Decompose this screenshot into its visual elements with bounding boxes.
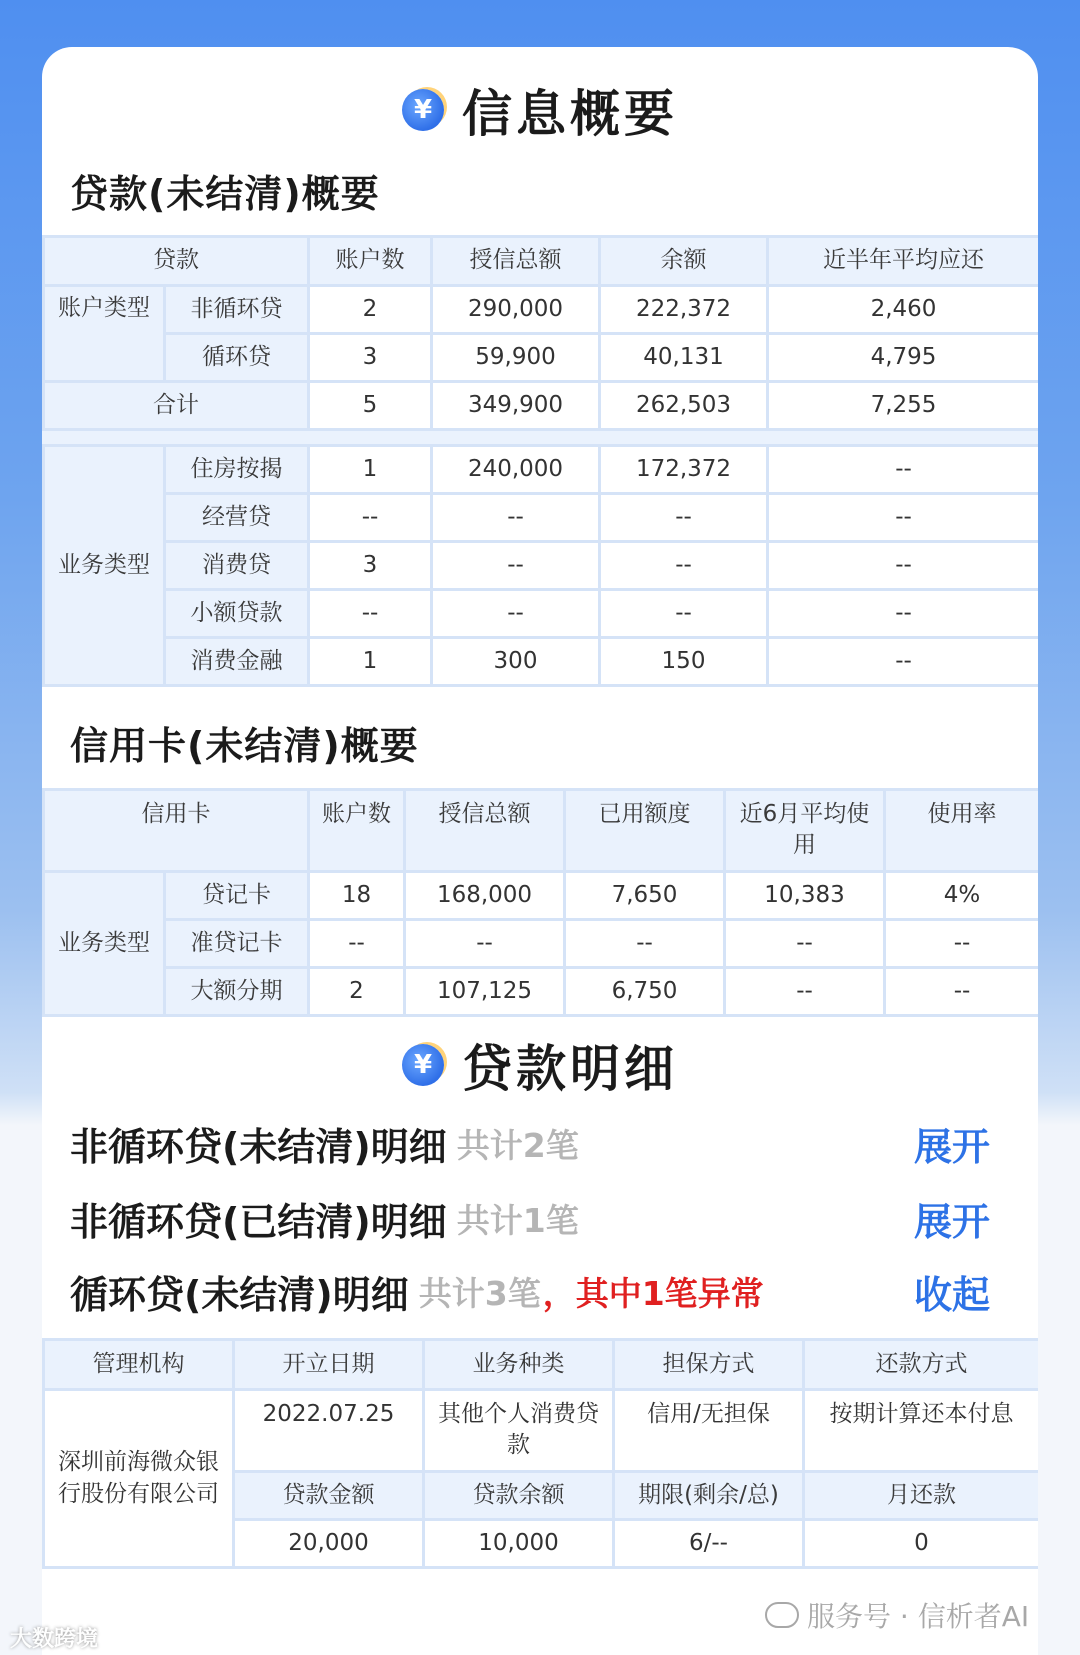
detail-row-count: 共计1笔 (456, 1200, 579, 1240)
detail-row-revolving-open[interactable] (70, 1263, 1010, 1319)
detail-row-count: 共计3笔 (418, 1273, 541, 1313)
row-label: 经营贷 (165, 494, 309, 542)
col-header-biz-type: 业务种类 (424, 1340, 614, 1390)
cell: -- (432, 542, 600, 590)
cell: 1 (309, 638, 432, 686)
cell: -- (725, 968, 885, 1016)
credit-card-table (42, 788, 1038, 1017)
col-header-balance: 余额 (600, 237, 768, 286)
row-label: 小额贷款 (165, 590, 309, 638)
cell: -- (405, 920, 565, 968)
info-title: 信息概要 (462, 85, 678, 143)
cell: 4% (885, 872, 1039, 920)
loan-summary-title: 贷款(未结清)概要 (70, 172, 380, 216)
cell: 168,000 (405, 872, 565, 920)
col-header-monthly: 月还款 (804, 1472, 1039, 1520)
loan-balance: 10,000 (424, 1520, 614, 1568)
cell: -- (885, 968, 1039, 1016)
cell: -- (600, 494, 768, 542)
expand-button[interactable]: 展开 (913, 1124, 990, 1169)
cell: -- (768, 542, 1039, 590)
cell: 18 (309, 872, 405, 920)
cell: 222,372 (600, 286, 768, 334)
watermark-bottom-right (765, 1595, 1029, 1635)
table-row (44, 872, 1039, 920)
cell: 1 (309, 446, 432, 494)
cell: 300 (432, 638, 600, 686)
col-header-card: 信用卡 (44, 790, 309, 872)
info-section-header (42, 75, 1038, 145)
loan-amount: 20,000 (234, 1520, 424, 1568)
row-label: 消费贷 (165, 542, 309, 590)
table-row (44, 968, 1039, 1016)
cell: 3 (309, 334, 432, 382)
col-header-count: 账户数 (309, 790, 405, 872)
col-header-avg: 近半年平均应还 (768, 237, 1039, 286)
cell: 2,460 (768, 286, 1039, 334)
row-label: 住房按揭 (165, 446, 309, 494)
business-type-label: 业务类型 (44, 446, 165, 686)
cell: 349,900 (432, 382, 600, 430)
info-card (42, 47, 1038, 1655)
col-header-loan-balance: 贷款余额 (424, 1472, 614, 1520)
cell: -- (432, 494, 600, 542)
cell: -- (768, 494, 1039, 542)
cell: 262,503 (600, 382, 768, 430)
cell: 240,000 (432, 446, 600, 494)
anomaly-warning: ，其中1笔异常 (542, 1273, 764, 1313)
yen-coin-icon: ¥ (402, 1044, 444, 1086)
cell: 172,372 (600, 446, 768, 494)
col-header-loan: 贷款 (44, 237, 309, 286)
biz-type: 其他个人消费贷款 (424, 1390, 614, 1472)
cell: 40,131 (600, 334, 768, 382)
cell: -- (768, 638, 1039, 686)
watermark-bottom-left: 大数跨境 (10, 1627, 99, 1652)
cell: -- (600, 590, 768, 638)
table-row (44, 920, 1039, 968)
collapse-button[interactable]: 收起 (913, 1272, 990, 1317)
cell: 7,255 (768, 382, 1039, 430)
cell: -- (309, 920, 405, 968)
card-business-type-label: 业务类型 (44, 872, 165, 1016)
guarantee: 信用/无担保 (614, 1390, 804, 1472)
cell: -- (725, 920, 885, 968)
cell: 10,383 (725, 872, 885, 920)
loan-summary-table (42, 235, 1038, 431)
account-type-label: 账户类型 (44, 286, 165, 382)
table-row (44, 446, 1039, 494)
col-header-count: 账户数 (309, 237, 432, 286)
business-type-table (42, 444, 1038, 687)
monthly-payment: 0 (804, 1520, 1039, 1568)
table-row (44, 334, 1039, 382)
cell: 150 (600, 638, 768, 686)
row-label: 非循环贷 (165, 286, 309, 334)
loan-term: 6/-- (614, 1520, 804, 1568)
detail-row-label: 非循环贷(已结清)明细 (70, 1199, 447, 1244)
card-summary-title: 信用卡(未结清)概要 (70, 724, 419, 768)
cell: 107,125 (405, 968, 565, 1016)
col-header-used: 已用额度 (565, 790, 725, 872)
row-label: 准贷记卡 (165, 920, 309, 968)
col-header-amount: 贷款金额 (234, 1472, 424, 1520)
col-header-repay-method: 还款方式 (804, 1340, 1039, 1390)
loan-detail-table (42, 1338, 1038, 1569)
detail-section-header (42, 1030, 1038, 1100)
org-name: 深圳前海微众银行股份有限公司 (44, 1390, 234, 1568)
cell: -- (309, 494, 432, 542)
open-date: 2022.07.25 (234, 1390, 424, 1472)
table-row (44, 286, 1039, 334)
cell: -- (768, 446, 1039, 494)
cell: -- (600, 542, 768, 590)
row-label: 循环贷 (165, 334, 309, 382)
expand-button[interactable]: 展开 (913, 1199, 990, 1244)
cell: 290,000 (432, 286, 600, 334)
row-label: 贷记卡 (165, 872, 309, 920)
row-label: 大额分期 (165, 968, 309, 1016)
total-label: 合计 (44, 382, 309, 430)
detail-row-nonrevolving-closed[interactable] (70, 1190, 1010, 1246)
cell: -- (885, 920, 1039, 968)
table-row (44, 590, 1039, 638)
cell: 7,650 (565, 872, 725, 920)
detail-row-label: 循环贷(未结清)明细 (70, 1272, 409, 1317)
col-header-credit: 授信总额 (405, 790, 565, 872)
cell: 2 (309, 286, 432, 334)
yen-coin-icon: ¥ (402, 89, 444, 131)
total-row (44, 382, 1039, 430)
detail-row-count: 共计2笔 (456, 1125, 579, 1165)
row-label: 消费金融 (165, 638, 309, 686)
cell: -- (768, 590, 1039, 638)
detail-row-nonrevolving-open[interactable] (70, 1115, 1010, 1171)
table-row (44, 494, 1039, 542)
cell: 5 (309, 382, 432, 430)
col-header-term: 期限(剩余/总) (614, 1472, 804, 1520)
wechat-icon (765, 1602, 799, 1628)
detail-row-label: 非循环贷(未结清)明细 (70, 1124, 447, 1169)
table-row (44, 638, 1039, 686)
col-header-org: 管理机构 (44, 1340, 234, 1390)
cell: 6,750 (565, 968, 725, 1016)
cell: -- (432, 590, 600, 638)
cell: -- (565, 920, 725, 968)
cell: 2 (309, 968, 405, 1016)
col-header-rate: 使用率 (885, 790, 1039, 872)
col-header-open-date: 开立日期 (234, 1340, 424, 1390)
cell: 59,900 (432, 334, 600, 382)
repay-method: 按期计算还本付息 (804, 1390, 1039, 1472)
cell: -- (309, 590, 432, 638)
col-header-guarantee: 担保方式 (614, 1340, 804, 1390)
col-header-avg6: 近6月平均使用 (725, 790, 885, 872)
watermark-text: 服务号 · 信析者AI (807, 1600, 1030, 1633)
detail-title: 贷款明细 (462, 1040, 678, 1098)
col-header-credit: 授信总额 (432, 237, 600, 286)
cell: 4,795 (768, 334, 1039, 382)
cell: 3 (309, 542, 432, 590)
table-row (44, 542, 1039, 590)
